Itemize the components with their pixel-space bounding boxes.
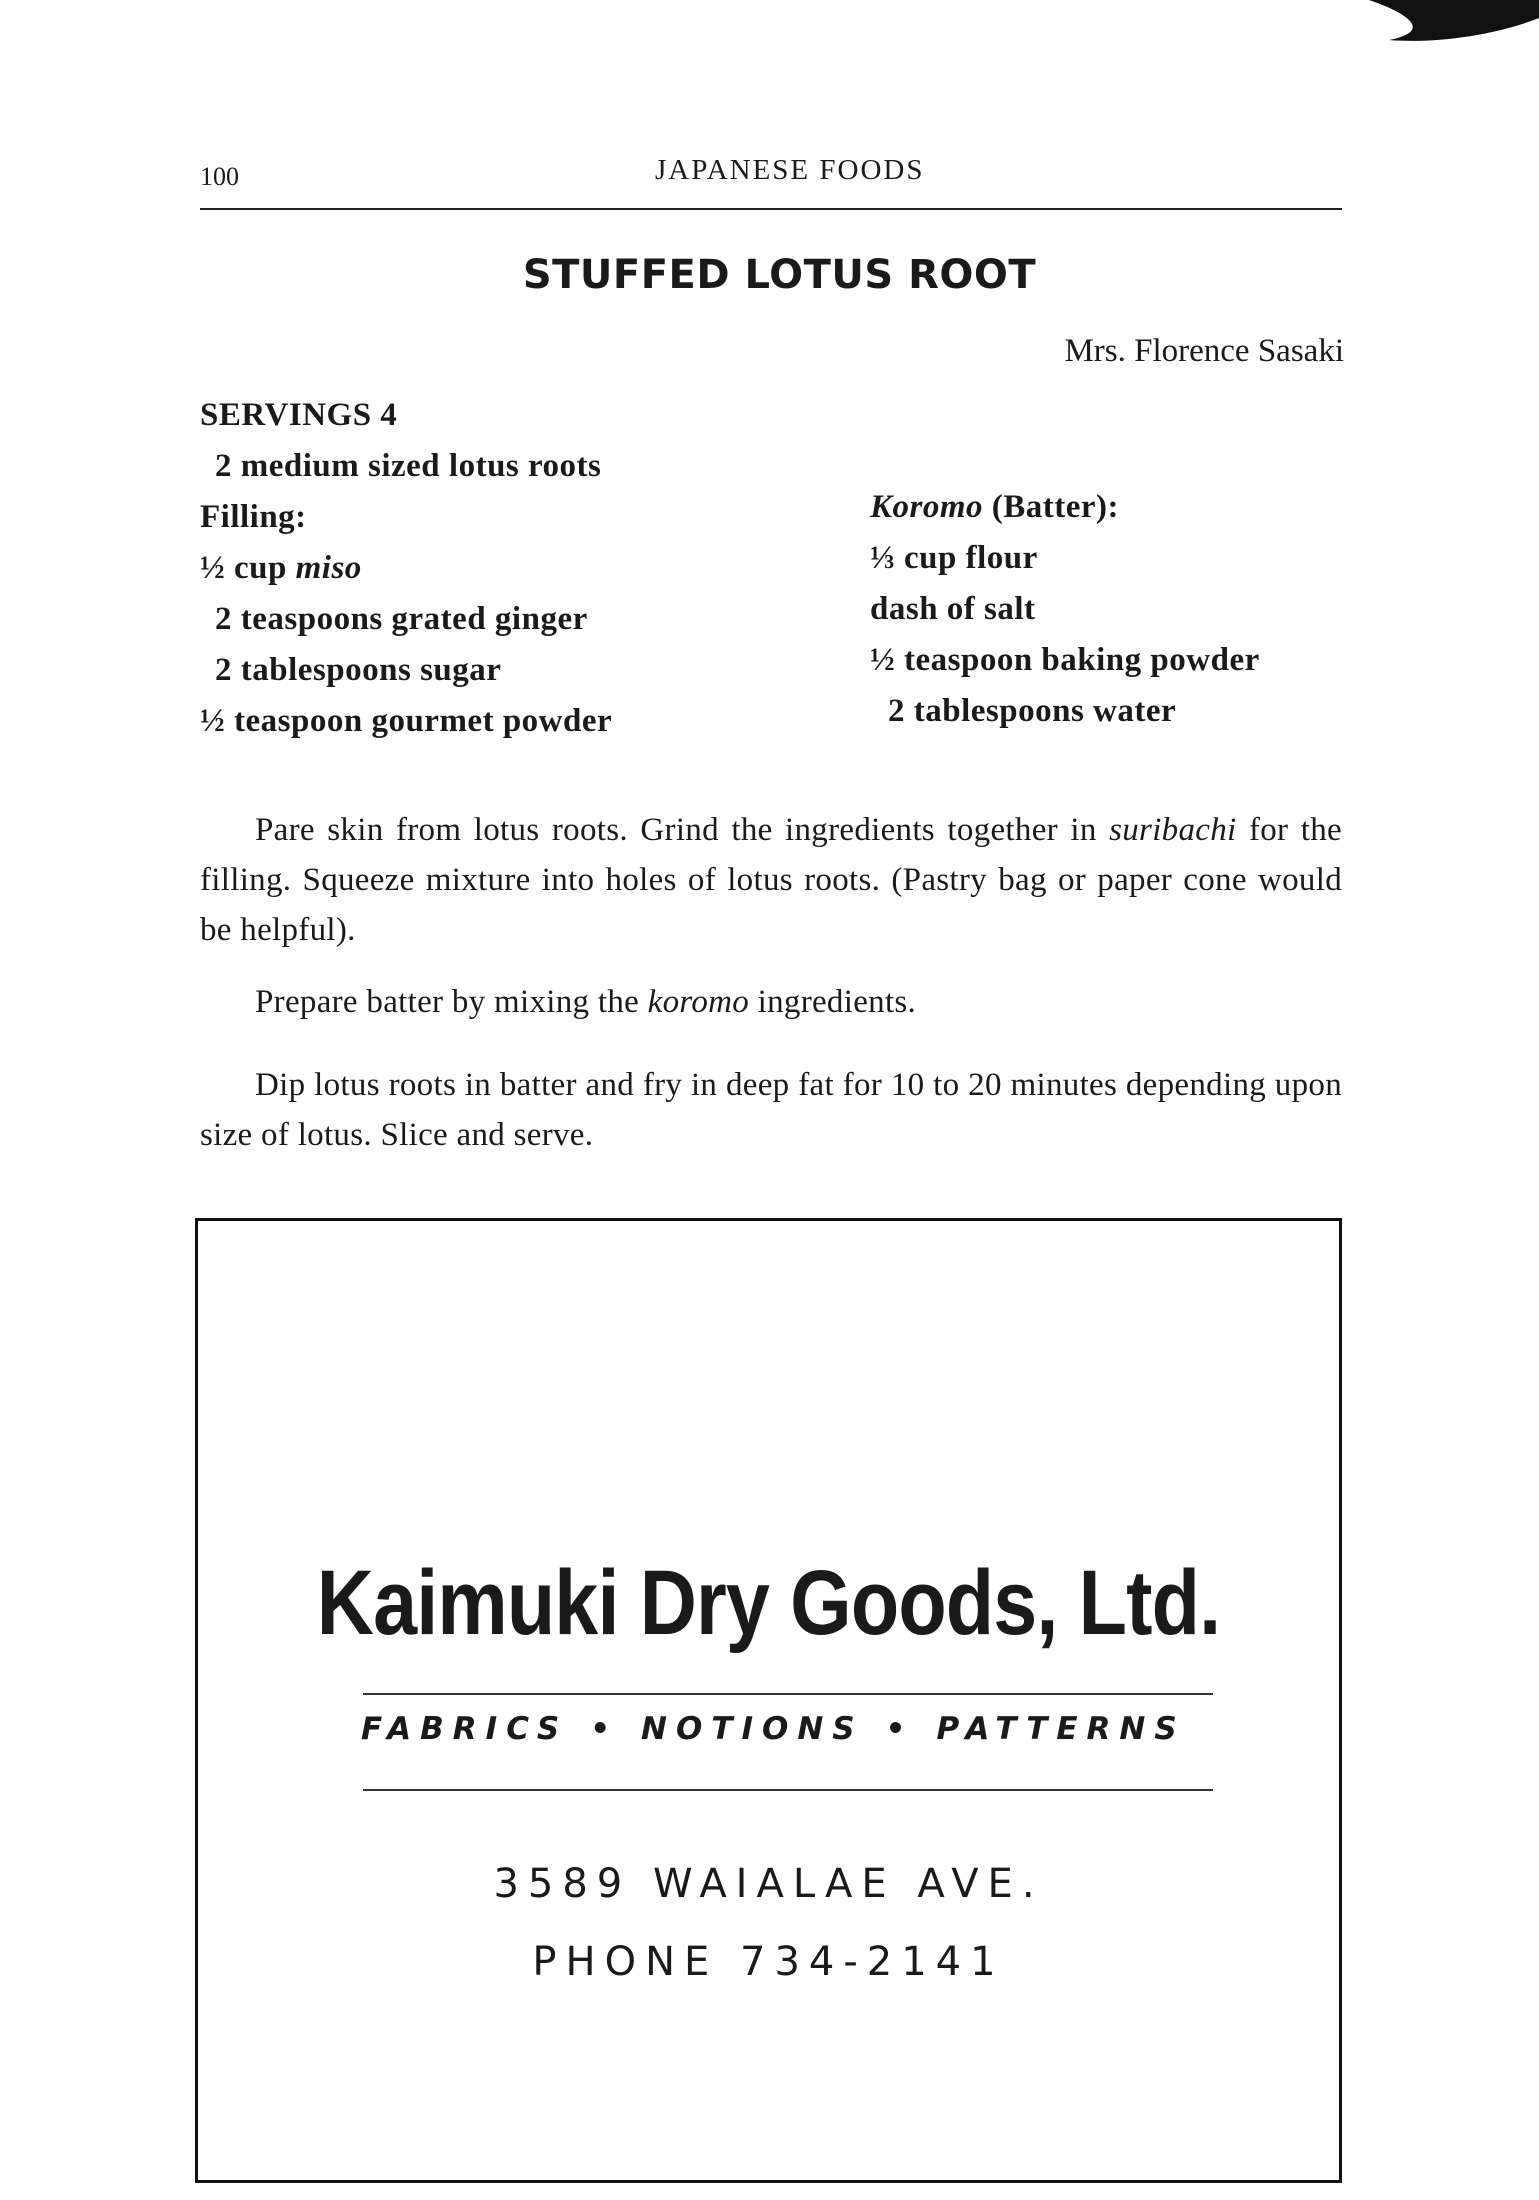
page-corner-shadow	[1239, 0, 1539, 60]
page-number: 100	[200, 162, 239, 191]
filling-item	[200, 543, 612, 594]
servings: SERVINGS 4	[200, 397, 398, 433]
recipe-author: Mrs. Florence Sasaki	[1064, 333, 1344, 369]
ad-address: 3589 WAIALAE AVE.	[493, 1861, 1044, 1907]
batter-label-italic: Koromo	[870, 489, 984, 525]
batter-item: dash of salt	[870, 591, 1036, 627]
instruction-term: suribachi	[1109, 812, 1237, 848]
filling-qty: ½ teaspoon	[200, 703, 363, 739]
batter-item: ½ teaspoon baking powder	[870, 642, 1260, 678]
batter-item: 2 tablespoons water	[888, 693, 1177, 729]
ad-company-name: Kaimuki Dry Goods, Ltd.	[316, 1552, 1221, 1654]
filling-item	[200, 594, 612, 645]
instruction-text: for the filling. Squeeze mixture into holes of lotus roots. (Pastry bag or paper cone would be helpful).	[200, 812, 1342, 948]
instruction-text: ingredients.	[749, 984, 917, 1020]
running-title: JAPANESE FOODS	[655, 154, 925, 186]
filling-item	[200, 696, 612, 747]
ad-phone: PHONE 734-2141	[532, 1939, 1005, 1985]
filling-item	[200, 645, 612, 696]
instruction-term: koromo	[647, 984, 750, 1020]
bullet-icon: •	[885, 1711, 915, 1747]
ingredients-left	[200, 390, 612, 747]
main-ingredient: 2 medium sized lotus roots	[215, 448, 602, 484]
batter-label-rest: (Batter):	[983, 489, 1120, 525]
header-rule	[200, 208, 1342, 210]
ad-tagline-item: PATTERNS	[936, 1711, 1186, 1747]
ad-tagline-item: FABRICS	[361, 1711, 569, 1747]
ingredients-right	[870, 482, 1260, 737]
batter-label	[870, 482, 1260, 533]
ad-rule-bottom	[363, 1789, 1213, 1791]
ad-rule-top	[363, 1693, 1213, 1695]
ad-tagline	[361, 1711, 1217, 1747]
filling-qty: 2 teaspoons	[215, 601, 383, 637]
filling-name: sugar	[420, 652, 502, 688]
filling-label: Filling:	[200, 499, 307, 535]
batter-item: ⅓ cup flour	[870, 540, 1038, 576]
bullet-icon: •	[590, 1711, 620, 1747]
instruction-text: Prepare batter by mixing the	[255, 984, 648, 1020]
filling-name: grated ginger	[391, 601, 588, 637]
filling-name: miso	[295, 550, 362, 586]
instruction-paragraph	[200, 977, 1342, 1027]
filling-qty: ½ cup	[200, 550, 287, 586]
filling-name: gourmet powder	[371, 703, 613, 739]
filling-qty: 2 tablespoons	[215, 652, 412, 688]
instruction-text: Pare skin from lotus roots. Grind the ingredients together in	[255, 812, 1110, 848]
advertisement-box	[195, 1218, 1342, 2183]
page-header	[200, 150, 1340, 210]
instruction-paragraph: Dip lotus roots in batter and fry in deep fat for 10 to 20 minutes depending upon size of lotus. Slice and serve.	[200, 1067, 1342, 1153]
instruction-paragraph	[200, 805, 1342, 955]
recipe-title: STUFFED LOTUS ROOT	[522, 252, 1037, 298]
ad-tagline-item: NOTIONS	[641, 1711, 864, 1747]
